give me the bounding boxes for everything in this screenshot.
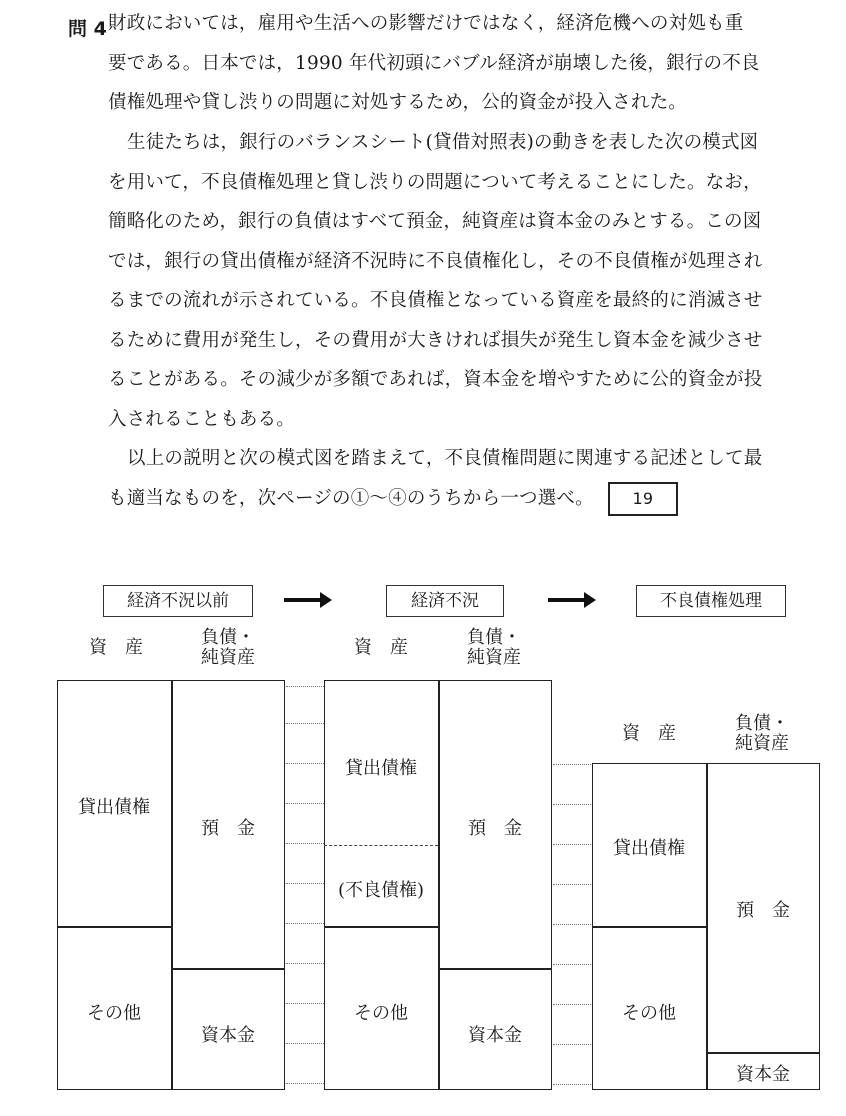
header-liab-line: 負債・ bbox=[467, 627, 521, 648]
bad-loans-label: (不良債権) bbox=[337, 880, 425, 901]
header-assets: 資 産 bbox=[354, 637, 408, 658]
header-liab-line: 純資産 bbox=[467, 647, 521, 668]
loans-label: 貸出債権 bbox=[78, 797, 150, 818]
loans-label: 貸出債権 bbox=[613, 838, 685, 859]
dotted-guide bbox=[553, 1004, 591, 1005]
dotted-guide bbox=[286, 963, 324, 964]
text-line bbox=[108, 479, 828, 519]
dotted-guide bbox=[286, 843, 324, 844]
dotted-guide bbox=[286, 883, 324, 884]
dotted-guide bbox=[286, 1083, 324, 1084]
dotted-guide bbox=[553, 1084, 591, 1085]
header-liabilities bbox=[438, 628, 550, 668]
dotted-guide bbox=[286, 923, 324, 924]
stage-label-disposal: 不良債権処理 bbox=[636, 585, 786, 617]
text-line-content: も適当なものを，次ページの①～④のうちから一つ選べ。 bbox=[108, 487, 594, 509]
dotted-guide bbox=[286, 763, 324, 764]
text-line: るために費用が発生し，その費用が大きければ損失が発生し資本金を減少させ bbox=[108, 329, 763, 351]
divider bbox=[57, 926, 171, 928]
other-label: その他 bbox=[354, 1003, 408, 1024]
dotted-guide bbox=[553, 924, 591, 925]
header-liab-line: 負債・ bbox=[735, 713, 789, 734]
stage-label-before: 経済不況以前 bbox=[103, 585, 253, 617]
text-line: 財政においては，雇用や生活への影響だけではなく，経済危機への対処も重 bbox=[108, 13, 744, 34]
dotted-guide bbox=[553, 764, 591, 765]
text-line: 生徒たちは，銀行のバランスシート(貸借対照表)の動きを表した次の模式図 bbox=[127, 132, 759, 153]
header-liabilities bbox=[706, 714, 818, 754]
text-line: ることがある。その減少が多額であれば，資本金を増やすために公的資金が投 bbox=[108, 369, 763, 390]
paragraph-1 bbox=[108, 4, 828, 123]
paragraph-2 bbox=[108, 123, 828, 439]
capital-label: 資本金 bbox=[736, 1064, 790, 1085]
header-assets: 資 産 bbox=[89, 637, 143, 658]
header-liab-line: 純資産 bbox=[735, 733, 789, 754]
text-line: 債権処理や貸し渋りの問題に対処するため，公的資金が投入された。 bbox=[108, 92, 687, 113]
header-liabilities bbox=[172, 628, 284, 668]
dashed-divider bbox=[324, 845, 438, 846]
divider bbox=[324, 926, 438, 928]
dotted-guide bbox=[286, 1043, 324, 1044]
text-line: 簡略化のため，銀行の負債はすべて預金，純資産は資本金のみとする。この図 bbox=[108, 211, 762, 232]
dotted-guide bbox=[553, 884, 591, 885]
deposits-label: 預 金 bbox=[736, 900, 790, 921]
dotted-guide bbox=[286, 803, 324, 804]
dotted-guide bbox=[286, 686, 324, 687]
stage-label-recession: 経済不況 bbox=[386, 585, 504, 617]
header-liab-line: 純資産 bbox=[201, 647, 255, 668]
other-label: その他 bbox=[87, 1003, 141, 1024]
text-line: 入されることもある。 bbox=[108, 408, 296, 430]
divider bbox=[706, 763, 708, 1090]
dotted-guide bbox=[553, 1044, 591, 1045]
text-line: 要である。日本では，1990 年代初頭にバブル経済が崩壊した後，銀行の不良 bbox=[108, 52, 760, 74]
header-assets: 資 産 bbox=[622, 723, 676, 744]
divider bbox=[171, 968, 285, 970]
question-number: 問 4 bbox=[68, 18, 107, 40]
paragraph-3 bbox=[108, 439, 828, 518]
dotted-guide bbox=[286, 1003, 324, 1004]
right-arrow-icon bbox=[548, 598, 586, 602]
other-label: その他 bbox=[622, 1003, 676, 1024]
loans-label: 貸出債権 bbox=[345, 758, 417, 779]
deposits-label: 預 金 bbox=[468, 818, 522, 839]
right-arrow-icon bbox=[284, 598, 322, 602]
dotted-guide bbox=[553, 844, 591, 845]
divider bbox=[438, 968, 552, 970]
text-line: を用いて，不良債権処理と貸し渋りの問題について考えることにした。なお， bbox=[108, 171, 762, 193]
dotted-guide bbox=[553, 804, 591, 805]
deposits-label: 預 金 bbox=[201, 818, 255, 839]
divider bbox=[706, 1052, 820, 1054]
capital-label: 資本金 bbox=[468, 1025, 522, 1046]
dotted-guide bbox=[286, 723, 324, 724]
divider bbox=[592, 926, 706, 928]
text-line: では，銀行の貸出債権が経済不況時に不良債権化し，その不良債権が処理され bbox=[108, 250, 763, 272]
capital-label: 資本金 bbox=[201, 1025, 255, 1046]
text-line: 以上の説明と次の模式図を踏まえて，不良債権問題に関連する記述として最 bbox=[127, 448, 763, 469]
dotted-guide bbox=[553, 964, 591, 965]
header-liab-line: 負債・ bbox=[201, 627, 255, 648]
text-line: るまでの流れが示されている。不良債権となっている資産を最終的に消滅させ bbox=[108, 290, 763, 311]
answer-box[interactable]: 19 bbox=[608, 482, 678, 516]
